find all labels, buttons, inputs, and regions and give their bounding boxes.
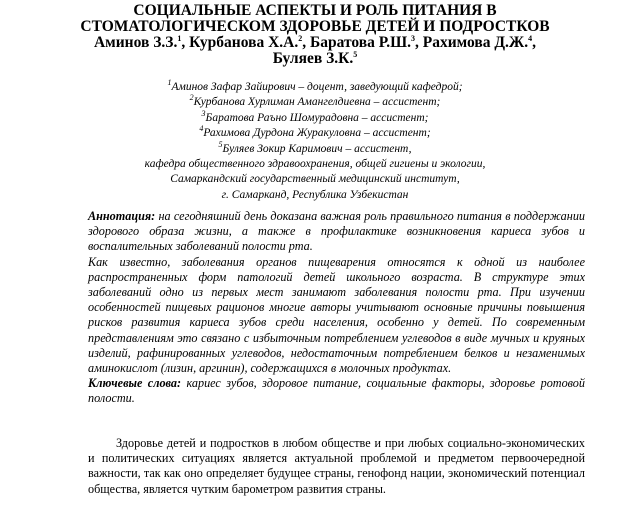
affiliation-sup: 3	[201, 108, 206, 118]
affiliation-line	[100, 108, 530, 126]
institute: Самаркандский государственный медицинский институт,	[170, 173, 460, 186]
abstract-label: Аннотация:	[88, 209, 156, 223]
affiliation-sup: 4	[199, 124, 204, 134]
author-sup: 3	[411, 33, 416, 43]
author-sup: 5	[353, 49, 358, 59]
author: Курбанова Х.А.	[189, 34, 299, 51]
affiliation-text: Аминов Зафар Зайирович – доцент, заведующий кафедрой;	[171, 81, 463, 93]
paper-title	[40, 3, 590, 67]
abstract-paragraph-2: Как известно, заболевания органов пищеварения относятся к одной из наиболее распространенных форм патологий детей школьного возраста. В структуре этих заболеваний одно из первых мест занимают заболевания полости рта. При изучении особенностей пищевых рационов многие авторы учитывают основные причины повышения рисков развития кариеса зубов среди населения, особенно у детей. По современным представлениям это связано с избыточным потреблением углеводов в виде мучных и круяных изделий, рафинированных углеводов, недостаточным потреблением белков и незаменимых аминокислот (лизин, аргинин), содержащихся в молочных продуктах.	[88, 254, 585, 376]
affiliation-line	[100, 80, 530, 95]
author: Баратова Р.Ш.	[309, 34, 412, 51]
author-list: Аминов З.З.$^1$, Курбанова Х.А.$^2$, Баратова Р.Ш.$^3$, Рахимова Д.Ж.$^4$, Буляев З.К.$^5$	[93, 33, 537, 67]
author: Аминов З.З.	[93, 34, 178, 51]
affiliation-line	[100, 139, 530, 157]
affiliations	[100, 80, 530, 203]
affiliation-text: Рахимова Дурдона Журакуловна – ассистент;	[203, 127, 431, 140]
city: г. Самарканд, Республика Узбекистан	[221, 188, 409, 201]
affiliation-line	[100, 95, 530, 110]
title-line-2: СТОМАТОЛОГИЧЕСКОМ ЗДОРОВЬЕ ДЕТЕЙ И ПОДРОСТКОВ	[80, 18, 550, 35]
affiliation-text: Курбанова Хурлиман Амангелдиевна – ассистент;	[193, 96, 441, 109]
keywords	[88, 376, 585, 406]
keywords-text: кариес зубов, здоровое питание, социальные факторы, здоровье ротовой полости.	[88, 376, 585, 406]
affiliation-text: Баратова Раъно Шомурадовна – ассистент;	[205, 111, 429, 124]
department: кафедра общественного здравоохранения, общей гигиены и экологии,	[144, 158, 486, 171]
author-sup: 1	[177, 33, 182, 43]
keywords-label: Ключевые слова:	[88, 376, 182, 391]
body-paragraph-1: Здоровье детей и подростков в любом обществе и при любых социально-экономических и политических ситуациях является актуальной проблемой и предметом первоочередной важности, так как оно определяет будущее страны, генофонд нации, экономический потенциал общества, является чутким барометром развития страны.	[88, 436, 585, 496]
affiliation-sup: 5	[218, 139, 223, 149]
affiliation-sup: 1	[167, 78, 172, 88]
title-line-1: СОЦИАЛЬНЫЕ АСПЕКТЫ И РОЛЬ ПИТАНИЯ В	[133, 2, 497, 19]
author-sup: 4	[528, 33, 533, 43]
abstract-paragraph-1	[88, 209, 585, 255]
affiliation-sup: 2	[189, 93, 194, 103]
affiliation-text: Буляев Зокир Каримович – ассистент,	[222, 142, 412, 155]
author-sup: 2	[298, 33, 303, 43]
abstract-text: на сегодняшний день доказана важная роль правильного питания в поддержании здорового образа жизни, а также в профилактике возникновения кариеса зубов и воспалительных заболеваний полости рта.	[88, 209, 586, 254]
abstract	[88, 209, 585, 407]
affiliation-line	[100, 126, 530, 141]
author: Рахимова Д.Ж.	[422, 34, 529, 51]
author: Буляев З.К.	[272, 50, 354, 67]
